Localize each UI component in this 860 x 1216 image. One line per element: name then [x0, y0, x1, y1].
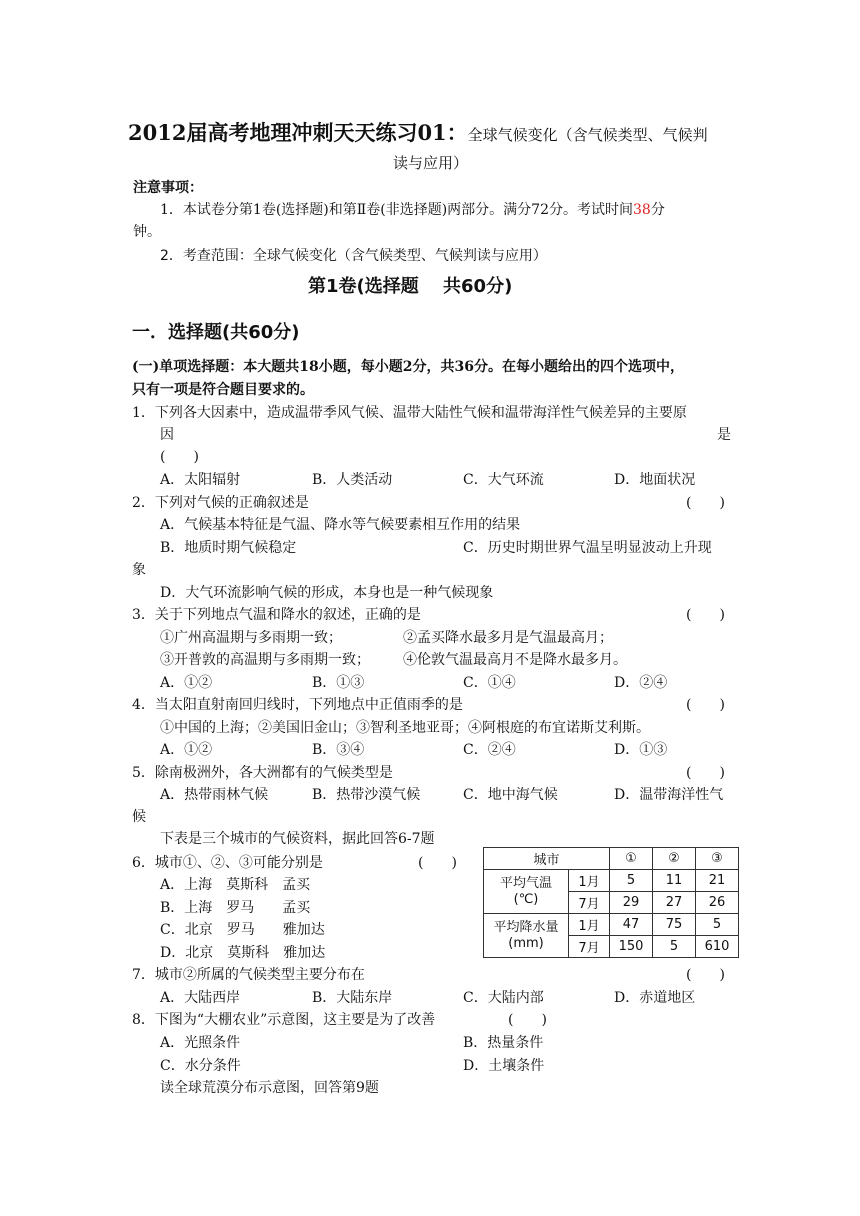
- notice-line-1-cont: 钟。: [133, 224, 161, 240]
- notice-line-1-unit: 分: [650, 202, 665, 218]
- table-cell: 5: [653, 936, 696, 958]
- title-main: 2012届高考地理冲刺天天练习01：: [128, 120, 468, 145]
- q2-option-d[interactable]: D．大气环流影响气候的形成，本身也是一种气候现象: [160, 585, 494, 601]
- table-header-city-3: ③: [696, 848, 739, 870]
- q3-option-a[interactable]: A．①②: [160, 675, 213, 691]
- q5-stem: 5．除南极洲外，各大洲都有的气候类型是: [132, 765, 393, 781]
- table-header-city: 城市: [484, 848, 610, 870]
- table-row: [484, 870, 739, 892]
- exam-time: 38: [633, 202, 651, 218]
- q2-option-c-cont: 象: [132, 562, 146, 578]
- q6-option-a[interactable]: A．上海 莫斯科 孟买: [160, 877, 311, 893]
- q4-places: ①中国的上海；②美国旧金山；③智利圣地亚哥；④阿根庭的布宜诺斯艾利斯。: [160, 720, 650, 736]
- q5-option-d[interactable]: D．温带海洋性气: [614, 787, 724, 803]
- q8-option-a[interactable]: A．光照条件: [160, 1035, 241, 1051]
- q6-blank[interactable]: ( ): [418, 855, 457, 871]
- q3-statement-2: ②孟买降水最多月是气温最高月；: [403, 630, 613, 646]
- q8-option-b[interactable]: B．热量条件: [463, 1035, 544, 1051]
- month-jan: 1月: [569, 914, 610, 936]
- climate-data-table: [483, 847, 739, 958]
- q3-statement-4: ④伦敦气温最高月不是降水最多月。: [403, 652, 627, 668]
- q5-option-d-cont: 候: [132, 809, 146, 825]
- table-cell: 75: [653, 914, 696, 936]
- q8-blank[interactable]: ( ): [508, 1012, 547, 1028]
- table-cell: 150: [610, 936, 653, 958]
- table-cell: 29: [610, 892, 653, 914]
- rain-label-line-2: (mm): [508, 935, 544, 951]
- q4-stem: 4．当太阳直射南回归线时，下列地点中正值雨季的是: [132, 697, 463, 713]
- volume-title: 第1卷(选择题 共60分): [308, 276, 513, 297]
- q8-option-d[interactable]: D．土壤条件: [463, 1058, 545, 1074]
- temp-label-line-1: 平均气温: [499, 875, 552, 891]
- q8-option-c[interactable]: C．水分条件: [160, 1058, 241, 1074]
- q1-option-c[interactable]: C．大气环流: [463, 472, 544, 488]
- q3-blank[interactable]: ( ): [686, 607, 725, 623]
- q7-option-c[interactable]: C．大陆内部: [463, 990, 544, 1006]
- q4-option-b[interactable]: B．③④: [312, 742, 365, 758]
- q4-option-d[interactable]: D．①③: [614, 742, 668, 758]
- q1-stem-c: 是: [717, 427, 731, 443]
- q6-option-c[interactable]: C．北京 罗马 雅加达: [160, 922, 325, 938]
- table-intro: 下表是三个城市的气候资料，据此回答6-7题: [160, 831, 435, 847]
- instruction-line-1: (一)单项选择题：本大题共18小题，每小题2分，共36分。在每小题给出的四个选项中，: [132, 359, 684, 375]
- instruction-line-2: 只有一项是符合题目要求的。: [132, 382, 314, 398]
- q3-statement-1: ①广州高温期与多雨期一致；: [160, 630, 342, 646]
- table-cell: 27: [653, 892, 696, 914]
- q1-blank[interactable]: ( ): [160, 449, 199, 465]
- q2-option-b[interactable]: B．地质时期气候稳定: [160, 540, 297, 556]
- table-cell: 610: [696, 936, 739, 958]
- q6-option-b[interactable]: B．上海 罗马 孟买: [160, 900, 311, 916]
- q4-blank[interactable]: ( ): [686, 697, 725, 713]
- month-jul: 7月: [569, 936, 610, 958]
- table-cell: 47: [610, 914, 653, 936]
- table-header-row: [484, 848, 739, 870]
- q1-option-a[interactable]: A．太阳辐射: [160, 472, 241, 488]
- table-header-city-2: ②: [653, 848, 696, 870]
- table-cell: 11: [653, 870, 696, 892]
- notice-line-1-text: 1．本试卷分第1卷(选择题)和第Ⅱ卷(非选择题)两部分。满分72分。考试时间: [160, 202, 633, 218]
- q7-option-a[interactable]: A．大陆西岸: [160, 990, 241, 1006]
- q3-statement-3: ③开普敦的高温期与多雨期一致；: [160, 652, 370, 668]
- table-cell: 5: [610, 870, 653, 892]
- title-sub: 全球气候变化（含气候类型、气候判: [467, 126, 708, 144]
- table-row: [484, 914, 739, 936]
- q5-option-c[interactable]: C．地中海气候: [463, 787, 558, 803]
- month-jul: 7月: [569, 892, 610, 914]
- q3-stem: 3．关于下列地点气温和降水的叙述，正确的是: [132, 607, 421, 623]
- q2-blank[interactable]: ( ): [686, 495, 725, 511]
- document-title: [128, 117, 708, 147]
- q7-stem: 7．城市②所属的气候类型主要分布在: [132, 967, 365, 983]
- q5-option-a[interactable]: A．热带雨林气候: [160, 787, 269, 803]
- q4-option-a[interactable]: A．①②: [160, 742, 213, 758]
- q5-blank[interactable]: ( ): [686, 765, 725, 781]
- table-header-city-1: ①: [610, 848, 653, 870]
- q1-stem-b: 因: [160, 427, 174, 443]
- q7-option-b[interactable]: B．大陆东岸: [312, 990, 393, 1006]
- notice-heading: 注意事项：: [133, 180, 203, 196]
- table-cell: 26: [696, 892, 739, 914]
- q6-option-d[interactable]: D．北京 莫斯科 雅加达: [160, 945, 326, 961]
- part-title: 一．选择题(共60分): [132, 322, 300, 343]
- notice-line-1: [160, 199, 665, 219]
- table-cell: 21: [696, 870, 739, 892]
- q2-option-c[interactable]: C．历史时期世界气温呈明显波动上升现: [463, 540, 712, 556]
- month-jan: 1月: [569, 870, 610, 892]
- temp-label: [484, 870, 569, 914]
- notice-line-2: 2．考查范围：全球气候变化（含气候类型、气候判读与应用）: [160, 248, 547, 264]
- q9-intro: 读全球荒漠分布示意图，回答第9题: [160, 1080, 379, 1096]
- q1-stem: 1．下列各大因素中，造成温带季风气候、温带大陆性气候和温带海洋性气候差异的主要原: [132, 405, 687, 421]
- temp-label-line-2: (℃): [513, 891, 539, 907]
- q7-blank[interactable]: ( ): [686, 967, 725, 983]
- q1-option-b[interactable]: B．人类活动: [312, 472, 393, 488]
- q2-option-a[interactable]: A．气候基本特征是气温、降水等气候要素相互作用的结果: [160, 517, 521, 533]
- q2-stem: 2．下列对气候的正确叙述是: [132, 495, 309, 511]
- q4-option-c[interactable]: C．②④: [463, 742, 516, 758]
- rain-label-line-1: 平均降水量: [493, 919, 559, 935]
- q8-stem: 8．下图为“大棚农业”示意图，这主要是为了改善: [132, 1012, 436, 1028]
- title-continued: 读与应用）: [393, 154, 469, 172]
- q5-option-b[interactable]: B．热带沙漠气候: [312, 787, 421, 803]
- q3-option-b[interactable]: B．①③: [312, 675, 365, 691]
- table-cell: 5: [696, 914, 739, 936]
- q3-option-c[interactable]: C．①④: [463, 675, 516, 691]
- rain-label: [484, 914, 569, 958]
- q7-option-d[interactable]: D．赤道地区: [614, 990, 696, 1006]
- q1-option-d[interactable]: D．地面状况: [614, 472, 696, 488]
- q3-option-d[interactable]: D．②④: [614, 675, 668, 691]
- q6-stem: 6．城市①、②、③可能分别是: [132, 855, 323, 871]
